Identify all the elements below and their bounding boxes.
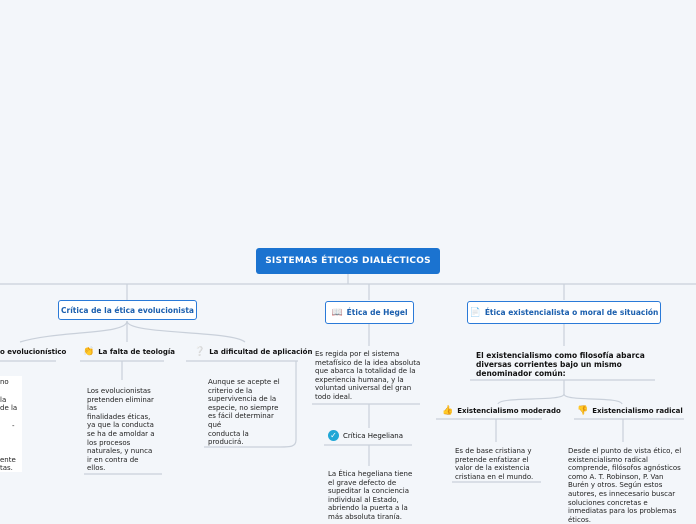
subtopic-evolucionistico[interactable] bbox=[0, 348, 66, 356]
note-line: autores, es innecesario buscar bbox=[568, 489, 676, 498]
note-line: supervivencia de la bbox=[208, 395, 277, 404]
page-icon: 📄 bbox=[469, 307, 481, 318]
note-fragment: de la bbox=[0, 404, 18, 412]
note-line: se ha de amoldar a bbox=[87, 429, 155, 438]
topic-etica-hegel[interactable] bbox=[325, 301, 414, 324]
note-line: naturales, y nunca bbox=[87, 447, 153, 456]
note-line: comprende, filósofos agnósticos bbox=[568, 464, 681, 473]
heading-line: diversas corrientes bajo un mismo bbox=[476, 360, 622, 369]
check-circle-icon: ✓ bbox=[328, 430, 339, 441]
note-line: Es regida por el sistema bbox=[315, 350, 400, 358]
note-line: metafísico de la idea absoluta bbox=[315, 358, 421, 367]
note-line: supeditar la conciencia bbox=[328, 487, 410, 496]
note-fragment: ente bbox=[0, 456, 16, 464]
note-line: Es de base cristiana y bbox=[455, 447, 532, 455]
thumbs-up-icon: 👍 bbox=[442, 406, 454, 416]
note-line: producirá. bbox=[208, 438, 244, 447]
subtopic-label: La falta de teología bbox=[98, 348, 175, 356]
subtopic-critica-hegeliana[interactable] bbox=[328, 430, 403, 441]
note-line: inmediatas para los problemas bbox=[568, 507, 677, 516]
question-icon: ❔ bbox=[194, 347, 206, 357]
root-title: SISTEMAS ÉTICOS DIALÉCTICOS bbox=[265, 256, 431, 266]
heading-line: denominador común: bbox=[476, 369, 566, 378]
subtopic-label: Existencialismo radical bbox=[592, 407, 683, 415]
note-existencialismo-moderado bbox=[455, 447, 533, 481]
subtopic-falta-teologia[interactable] bbox=[83, 347, 175, 357]
heading-existencialismo bbox=[476, 351, 645, 378]
clapping-hands-icon: 👏 bbox=[83, 347, 95, 357]
note-line: Desde el punto de vista ético, el bbox=[568, 447, 682, 455]
topic-label: Ética de Hegel bbox=[346, 308, 408, 317]
note-line: abriendo la puerta a la bbox=[328, 504, 408, 513]
subtopic-existencialismo-radical[interactable] bbox=[577, 406, 683, 416]
topic-critica-evolucionista[interactable] bbox=[58, 300, 197, 320]
topic-label: Crítica de la ética evolucionista bbox=[61, 305, 194, 315]
note-line: las bbox=[87, 404, 97, 413]
note-line: Aunque se acepte el bbox=[208, 378, 280, 386]
note-line: que abarca la totalidad de la bbox=[315, 367, 416, 376]
note-fragment: la bbox=[0, 396, 7, 404]
note-line: conducta la bbox=[208, 429, 249, 438]
note-line: pretenden eliminar bbox=[87, 395, 154, 404]
note-falta-teologia bbox=[87, 387, 155, 473]
note-line: experiencia humana, y la bbox=[315, 375, 404, 384]
note-line: es fácil determinar bbox=[208, 412, 274, 421]
root-node[interactable] bbox=[256, 248, 440, 274]
note-fragment: no bbox=[0, 378, 9, 386]
note-line: ya que la conducta bbox=[87, 421, 154, 430]
heading-line: El existencialismo como filosofía abarca bbox=[476, 351, 645, 360]
note-line: todo ideal. bbox=[315, 392, 353, 401]
note-line: valor de la existencia bbox=[455, 464, 530, 473]
note-line: Los evolucionistas bbox=[87, 387, 151, 395]
note-line: ellos. bbox=[87, 464, 106, 473]
thumbs-down-icon: 👎 bbox=[577, 406, 589, 416]
note-line: ir en contra de bbox=[87, 455, 139, 464]
book-icon: 📖 bbox=[331, 307, 343, 318]
note-line: qué bbox=[208, 420, 222, 429]
note-line: pretende enfatizar el bbox=[455, 455, 529, 464]
note-line: especie, no siempre bbox=[208, 403, 279, 412]
note-line: más absoluta tiranía. bbox=[328, 512, 403, 521]
subtopic-label: La dificultad de aplicación bbox=[209, 348, 313, 356]
note-line: Burén y otros. Según estos bbox=[568, 481, 663, 490]
note-fragment: - bbox=[12, 422, 15, 430]
note-critica-hegeliana bbox=[328, 470, 412, 522]
note-line: finalidades éticas, bbox=[87, 412, 151, 421]
note-line: voluntad universal del gran bbox=[315, 384, 412, 393]
note-line: soluciones concretas e bbox=[568, 498, 648, 507]
note-line: existencialismo radical bbox=[568, 455, 648, 464]
topic-etica-existencialista[interactable] bbox=[467, 301, 661, 324]
subtopic-label: o evolucionístico bbox=[0, 348, 67, 356]
note-line: criterio de la bbox=[208, 386, 253, 395]
note-line: La Ética hegeliana tiene bbox=[328, 470, 413, 478]
note-line: cristiana en el mundo. bbox=[455, 472, 534, 481]
note-dificultad-aplicacion bbox=[208, 378, 280, 447]
note-line: como A. T. Robinson, P. Van bbox=[568, 472, 664, 481]
topic-label: Ética existencialista o moral de situación bbox=[484, 308, 659, 317]
subtopic-dificultad-aplicacion[interactable] bbox=[194, 347, 312, 357]
note-existencialismo-radical bbox=[568, 447, 681, 524]
subtopic-label: Existencialismo moderado bbox=[457, 407, 561, 415]
note-line: éticos. bbox=[568, 515, 591, 524]
subtopic-label: Crítica Hegeliana bbox=[343, 431, 403, 440]
note-fragment: tas. bbox=[0, 464, 13, 472]
subtopic-existencialismo-moderado[interactable] bbox=[442, 406, 561, 416]
note-hegel bbox=[315, 350, 420, 402]
note-line: el grave defecto de bbox=[328, 478, 397, 487]
cropped-note-card bbox=[0, 376, 22, 472]
note-line: los procesos bbox=[87, 438, 131, 447]
note-line: individual al Estado, bbox=[328, 495, 399, 504]
